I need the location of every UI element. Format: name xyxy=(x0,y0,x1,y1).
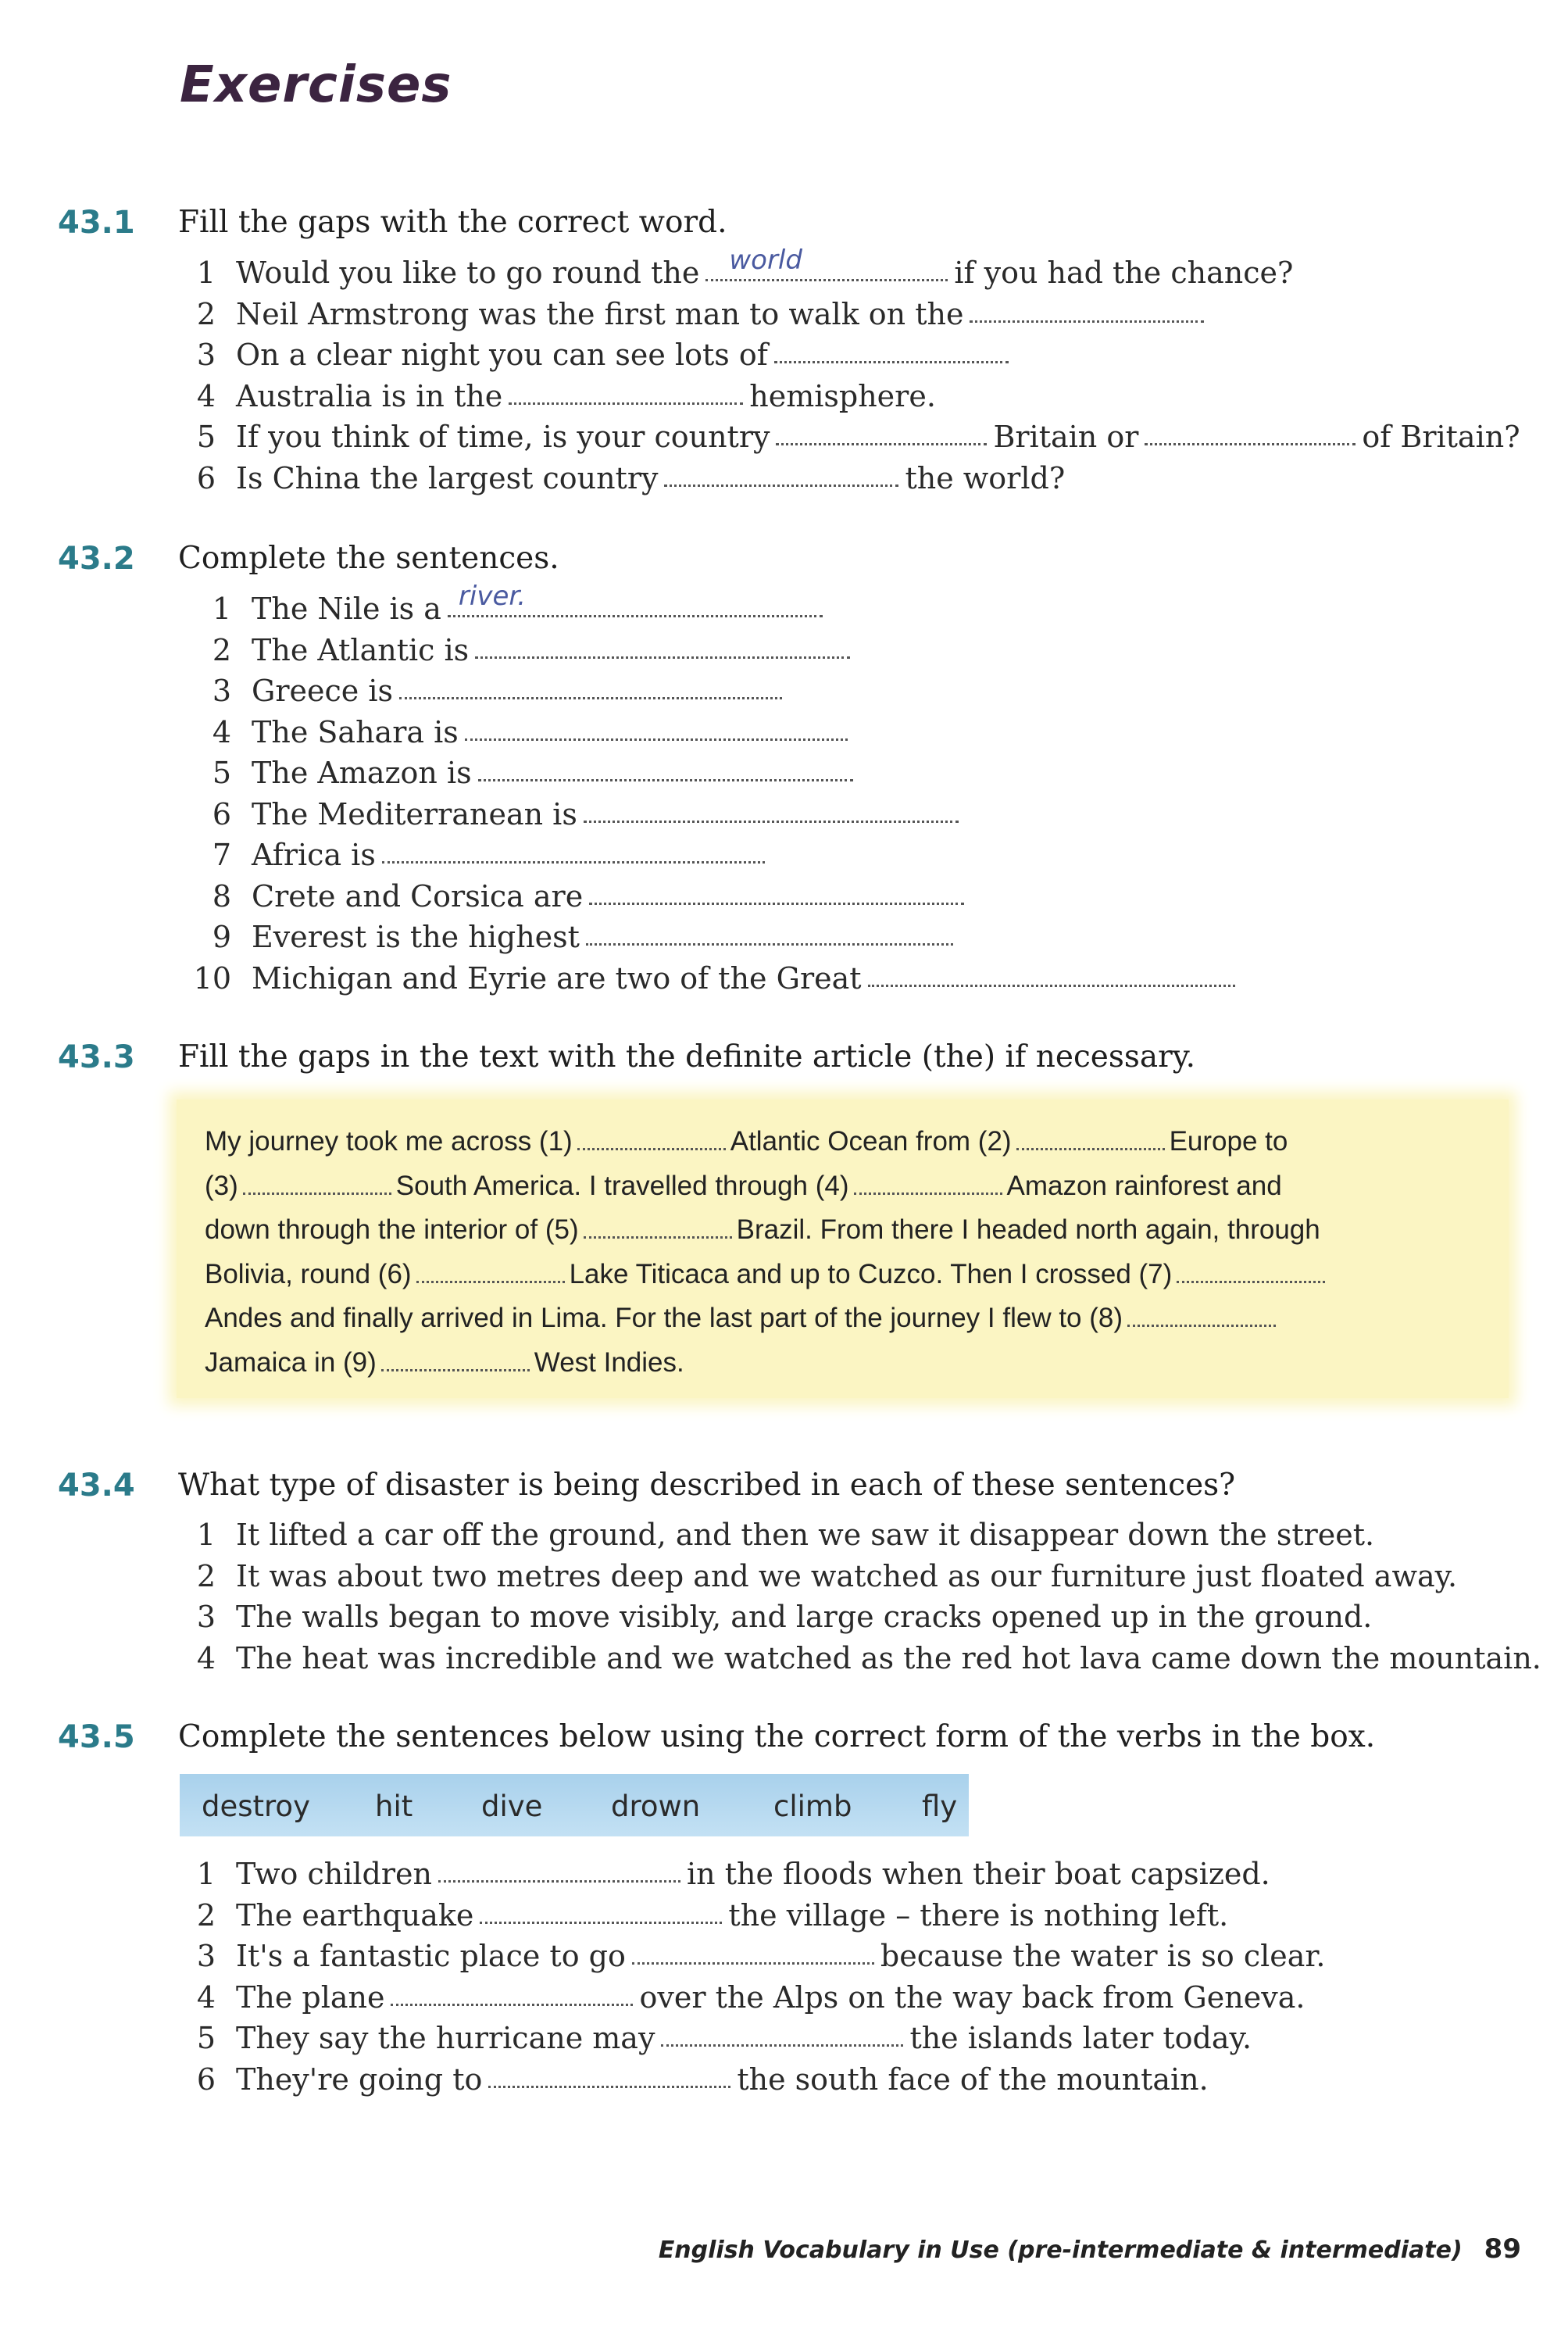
text-line: Andes and finally arrived in Lima. For the last part of the journey I flew to (8) xyxy=(205,1296,1517,1341)
answer-gap[interactable] xyxy=(381,1349,530,1371)
list-item: 10 Michigan and Eyrie are two of the Great xyxy=(177,958,1241,999)
list-item: 3 Greece is xyxy=(177,670,1241,712)
list-item: 4 The Sahara is xyxy=(177,712,1241,753)
exercise-number: 43.4 xyxy=(58,1468,135,1504)
word-box xyxy=(180,1774,969,1836)
answer-gap[interactable] xyxy=(776,417,987,445)
word-box-item: hit xyxy=(375,1790,413,1823)
list-item: 1 It lifted a car off the ground, and then we saw it disappear down the street. xyxy=(196,1518,1375,1552)
answer-gap[interactable] xyxy=(448,581,823,617)
answer-gap[interactable] xyxy=(1145,417,1355,445)
text-line: My journey took me across (1) Atlantic Ocean from (2) Europe to xyxy=(205,1126,1288,1157)
book-title: English Vocabulary in Use (pre-intermediate & intermediate) xyxy=(658,2237,1463,2264)
answer-gap[interactable] xyxy=(589,876,964,905)
answer-gap[interactable] xyxy=(854,1172,1002,1195)
answer-gap[interactable] xyxy=(774,334,1009,363)
answer-gap[interactable] xyxy=(1016,1128,1165,1150)
list-item: 6 They're going to the south face of the mountain. xyxy=(177,2059,1326,2101)
page-number: 89 xyxy=(1484,2233,1521,2265)
answer-gap[interactable] xyxy=(478,753,853,781)
exercise-instruction: Complete the sentences below using the correct form of the verbs in the box. xyxy=(178,1719,1376,1754)
answer-gap[interactable] xyxy=(416,1260,565,1283)
exercise-instruction: Fill the gaps with the correct word. xyxy=(178,205,727,240)
word-box-item: climb xyxy=(773,1790,852,1823)
answer-gap[interactable] xyxy=(664,458,898,487)
list-item: 1 The Nile is a river. xyxy=(177,588,1241,630)
answer-gap[interactable] xyxy=(243,1172,391,1195)
answer-gap[interactable] xyxy=(584,794,959,823)
list-item: 8 Crete and Corsica are xyxy=(177,876,1241,917)
list-item: 7 Africa is xyxy=(177,835,1241,876)
word-box-item: drown xyxy=(611,1790,701,1823)
exercise-number: 43.3 xyxy=(58,1039,135,1075)
answer-gap[interactable] xyxy=(577,1128,726,1150)
list-item: 3 It's a fantastic place to go because the water is so clear. xyxy=(177,1936,1326,1977)
answer-gap[interactable] xyxy=(465,712,848,741)
text-line: Jamaica in (9) West Indies. xyxy=(205,1346,684,1378)
answer-gap[interactable] xyxy=(509,376,743,405)
answer-gap[interactable] xyxy=(1127,1304,1276,1327)
list-item: 2 It was about two metres deep and we watched as our furniture just floated away. xyxy=(196,1558,1458,1593)
list-item: 2 The Atlantic is xyxy=(177,630,1241,671)
text-line: (3) South America. I travelled through (4) Amazon rainforest and xyxy=(205,1170,1282,1201)
answer-gap[interactable] xyxy=(661,2018,903,2047)
answer-gap[interactable] xyxy=(391,1977,633,2006)
exercise-number: 43.1 xyxy=(58,205,135,241)
word-box-item: destroy xyxy=(202,1790,310,1823)
exercise-number: 43.2 xyxy=(58,541,135,577)
list-item: 4 The plane over the Alps on the way back from Geneva. xyxy=(177,1977,1326,2019)
list-item: 2 Neil Armstrong was the first man to walk on the xyxy=(177,294,1520,335)
text-line: down through the interior of (5) Brazil. From there I headed north again, through xyxy=(205,1214,1320,1245)
list-item: 9 Everest is the highest xyxy=(177,917,1241,958)
word-box-item: dive xyxy=(481,1790,543,1823)
answer-gap[interactable] xyxy=(438,1854,680,1883)
answer-gap[interactable] xyxy=(584,1216,732,1239)
word-box-item: fly xyxy=(922,1790,958,1823)
text-box xyxy=(177,1100,1509,1398)
list-item: 5 The Amazon is xyxy=(177,753,1241,794)
answer-gap[interactable] xyxy=(399,670,782,699)
handwritten-answer: river. xyxy=(458,581,527,612)
list-item: 5 They say the hurricane may the islands later today. xyxy=(177,2018,1326,2059)
handwritten-answer: world xyxy=(729,245,802,276)
answer-gap[interactable] xyxy=(480,1895,722,1924)
answer-gap[interactable] xyxy=(488,2059,730,2088)
exercise-instruction: Fill the gaps in the text with the definite article (the) if necessary. xyxy=(178,1039,1196,1075)
text-line: Bolivia, round (6) Lake Titicaca and up to Cuzco. Then I crossed (7) xyxy=(205,1253,1517,1297)
list-item: 3 On a clear night you can see lots of xyxy=(177,334,1520,376)
list-item: 6 Is China the largest country the world? xyxy=(177,458,1520,499)
answer-gap[interactable] xyxy=(1177,1260,1325,1283)
answer-gap[interactable] xyxy=(586,917,953,946)
answer-gap[interactable] xyxy=(475,630,850,659)
answer-gap[interactable] xyxy=(705,245,948,281)
list-item: 2 The earthquake the village – there is nothing left. xyxy=(177,1895,1326,1936)
answer-gap[interactable] xyxy=(382,835,765,864)
answer-gap[interactable] xyxy=(868,958,1235,987)
page-footer xyxy=(659,2233,1521,2265)
list-item: 1 Would you like to go round the world if you had the chance? xyxy=(177,252,1520,294)
list-item: 4 The heat was incredible and we watched as the red hot lava came down the mountain. xyxy=(196,1640,1541,1675)
exercise-instruction: Complete the sentences. xyxy=(178,541,559,576)
answer-gap[interactable] xyxy=(970,294,1204,323)
exercise-instruction: What type of disaster is being described in each of these sentences? xyxy=(178,1468,1236,1503)
list-item: 4 Australia is in the hemisphere. xyxy=(177,376,1520,417)
list-item: 1 Two children in the floods when their boat capsized. xyxy=(177,1854,1326,1895)
answer-gap[interactable] xyxy=(632,1936,874,1965)
list-item: 5 If you think of time, is your country Britain or of Britain? xyxy=(177,417,1520,458)
exercise-number: 43.5 xyxy=(58,1719,135,1755)
list-item: 3 The walls began to move visibly, and large cracks opened up in the ground. xyxy=(196,1600,1373,1634)
list-item: 6 The Mediterranean is xyxy=(177,794,1241,835)
page-title: Exercises xyxy=(180,56,452,114)
